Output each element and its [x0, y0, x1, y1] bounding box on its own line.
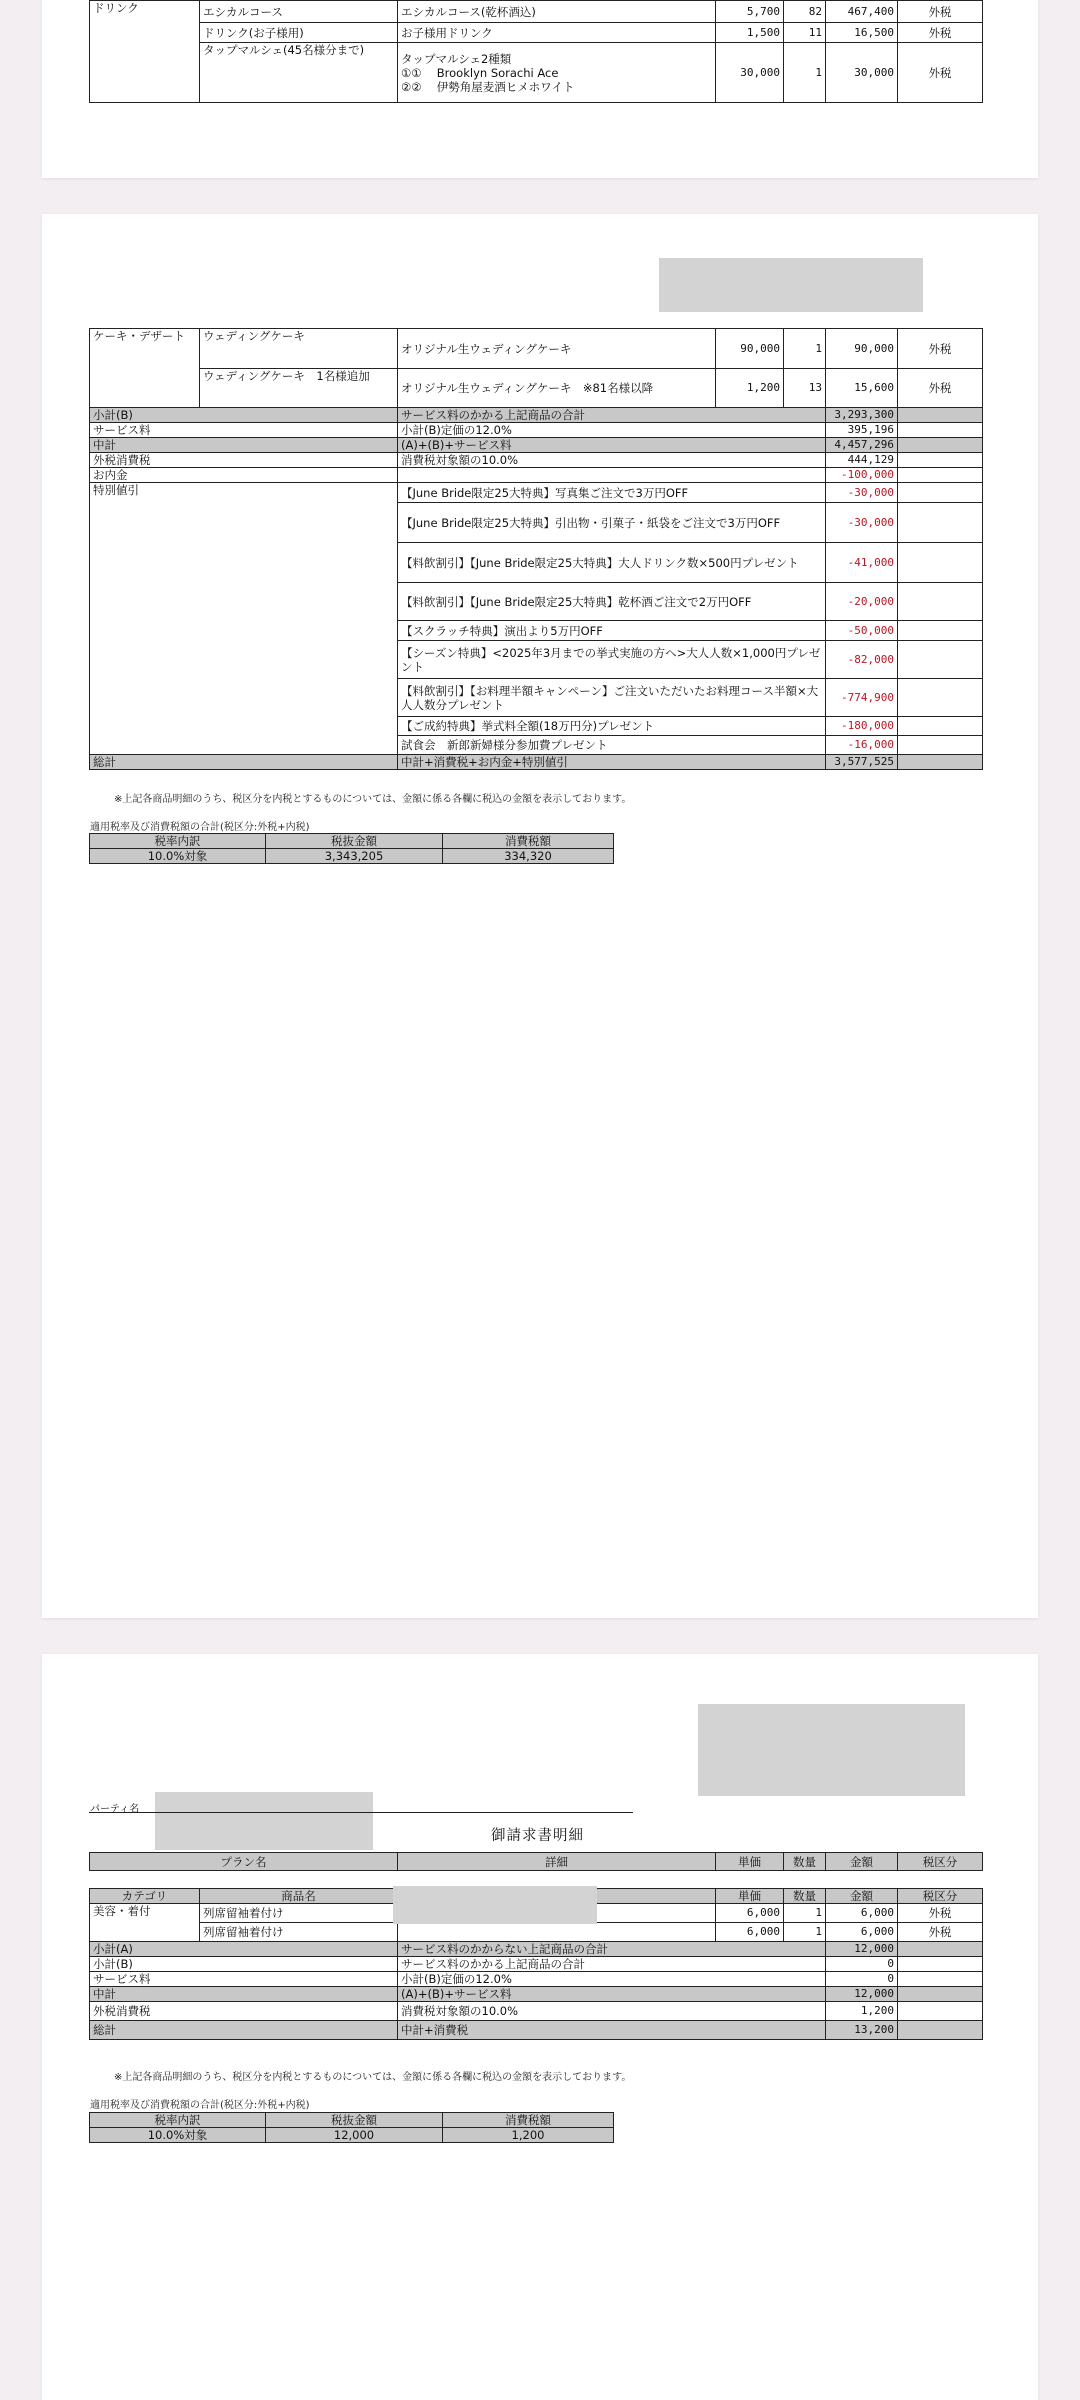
tax-rate-cell: 10.0%対象 [90, 2128, 266, 2143]
tax-type-cell: 外税 [898, 1, 983, 23]
column-header: 税区分 [898, 1889, 983, 1904]
discount-detail: 試食会 新郎新婦様分参加費プレゼント [398, 736, 826, 755]
summary-label: 総計 [90, 2021, 398, 2040]
pre-tax-amount-cell: 3,343,205 [266, 849, 443, 864]
invoice-page-1 [42, 0, 1038, 178]
table-row [90, 329, 983, 369]
tax-caption: 適用税率及び消費税額の合計(税区分:外税+内税) [90, 822, 310, 833]
table-row [90, 1, 983, 23]
discount-amount: -41,000 [826, 543, 898, 583]
summary-label: 中計 [90, 438, 398, 453]
column-header: プラン名 [90, 1853, 398, 1871]
grand-total-row [90, 2021, 983, 2040]
page-title: 御請求書明細 [491, 1828, 584, 1844]
detail-cell [398, 43, 716, 103]
summary-amount: 1,200 [826, 2002, 898, 2021]
amount-cell: 6,000 [826, 1904, 898, 1923]
discount-amount: -16,000 [826, 736, 898, 755]
tax-note: ※上記各商品明細のうち、税区分を内税とするものについては、金額に係る各欄に税込の金額を表示しております。 [114, 2072, 632, 2083]
drink-table [89, 0, 983, 103]
amount-cell: 90,000 [826, 329, 898, 369]
discount-detail: 【料飲割引】【June Bride限定25大特典】乾杯酒ご注文で2万円OFF [398, 583, 826, 621]
product-cell: 列席留袖着付け [200, 1904, 398, 1923]
discount-row [90, 483, 983, 503]
column-header: 税区分 [898, 1853, 983, 1871]
tax-type-cell: 外税 [898, 23, 983, 43]
column-header: 詳細 [398, 1853, 716, 1871]
amount-cell: 6,000 [826, 1923, 898, 1942]
discount-detail: 【シーズン特典】<2025年3月までの挙式実施の方へ>大人人数×1,000円プレゼント [398, 641, 826, 679]
grand-total-row [90, 755, 983, 770]
detail-cell: オリジナル生ウェディングケーキ ※81名様以降 [398, 369, 716, 408]
midtotal-row [90, 438, 983, 453]
column-header: 金額 [826, 1853, 898, 1871]
tax-amount-cell: 334,320 [443, 849, 614, 864]
summary-amount: 395,196 [826, 423, 898, 438]
summary-detail: 消費税対象額の10.0% [398, 453, 826, 468]
product-cell: 列席留袖着付け [200, 1923, 398, 1942]
discount-label: 特別値引 [90, 483, 398, 755]
tax-note: ※上記各商品明細のうち、税区分を内税とするものについては、金額に係る各欄に税込の金額を表示しております。 [114, 794, 632, 805]
service-fee-row [90, 1972, 983, 1987]
discount-amount: -50,000 [826, 621, 898, 641]
subtotal-b-row [90, 1957, 983, 1972]
summary-detail: (A)+(B)+サービス料 [398, 1987, 826, 2002]
plan-cell: ウェディングケーキ [200, 329, 398, 369]
summary-label: 外税消費税 [90, 453, 398, 468]
summary-detail: サービス料のかかる上記商品の合計 [398, 1957, 826, 1972]
column-header: 税率内訳 [90, 834, 266, 849]
table-row [90, 369, 983, 408]
invoice-page-2 [42, 214, 1038, 1618]
unit-price-cell: 1,500 [716, 23, 784, 43]
summary-amount: 4,457,296 [826, 438, 898, 453]
summary-label: 小計(B) [90, 408, 398, 423]
discount-amount: -180,000 [826, 717, 898, 736]
detail-line: ②② 伊勢角屋麦酒ヒメホワイト [401, 79, 575, 94]
tax-breakdown-table [89, 2112, 614, 2143]
summary-label: 小計(A) [90, 1942, 398, 1957]
consumption-tax-row [90, 453, 983, 468]
party-name-label: パーティ名 [90, 1804, 140, 1815]
column-header: 税率内訳 [90, 2113, 266, 2128]
column-header: 商品名 [200, 1889, 398, 1904]
summary-amount: -100,000 [826, 468, 898, 483]
deposit-row [90, 468, 983, 483]
service-fee-row [90, 423, 983, 438]
qty-cell: 1 [784, 329, 826, 369]
subtotal-b-row [90, 408, 983, 423]
summary-label: 中計 [90, 1987, 398, 2002]
qty-cell: 1 [784, 1923, 826, 1942]
summary-detail: 消費税対象額の10.0% [398, 2002, 826, 2021]
tax-type-cell: 外税 [898, 1904, 983, 1923]
qty-cell: 13 [784, 369, 826, 408]
redacted-block [698, 1704, 965, 1796]
column-header: 金額 [826, 1889, 898, 1904]
summary-amount: 3,577,525 [826, 755, 898, 770]
plan-cell: タップマルシェ(45名様分まで) [200, 43, 398, 103]
table-header-row [90, 1853, 983, 1871]
discount-detail: 【料飲割引】【June Bride限定25大特典】大人ドリンク数×500円プレゼント [398, 543, 826, 583]
summary-amount: 13,200 [826, 2021, 898, 2040]
column-header: 単価 [716, 1853, 784, 1871]
table-row [90, 1923, 983, 1942]
summary-label: サービス料 [90, 423, 398, 438]
unit-price-cell: 90,000 [716, 329, 784, 369]
summary-label: 外税消費税 [90, 2002, 398, 2021]
discount-detail: 【June Bride限定25大特典】写真集ご注文で3万円OFF [398, 483, 826, 503]
tax-type-cell: 外税 [898, 1923, 983, 1942]
pre-tax-amount-cell: 12,000 [266, 2128, 443, 2143]
amount-cell: 15,600 [826, 369, 898, 408]
unit-price-cell: 6,000 [716, 1904, 784, 1923]
tax-breakdown-table [89, 833, 614, 864]
tax-type-cell: 外税 [898, 43, 983, 103]
amount-cell: 467,400 [826, 1, 898, 23]
midtotal-row [90, 1987, 983, 2002]
tax-rate-cell: 10.0%対象 [90, 849, 266, 864]
detail-cell: お子様用ドリンク [398, 23, 716, 43]
discount-detail: 【スクラッチ特典】演出より5万円OFF [398, 621, 826, 641]
summary-detail: 中計+消費税 [398, 2021, 826, 2040]
summary-amount: 12,000 [826, 1987, 898, 2002]
table-row [90, 849, 614, 864]
column-header: カテゴリ [90, 1889, 200, 1904]
column-header: 税抜金額 [266, 2113, 443, 2128]
underline [89, 1812, 633, 1813]
tax-amount-cell: 1,200 [443, 2128, 614, 2143]
summary-amount: 12,000 [826, 1942, 898, 1957]
discount-amount: -30,000 [826, 503, 898, 543]
table-row [90, 43, 983, 103]
redacted-block [659, 258, 923, 312]
qty-cell: 11 [784, 23, 826, 43]
table-header-row [90, 834, 614, 849]
summary-amount: 3,293,300 [826, 408, 898, 423]
summary-detail: (A)+(B)+サービス料 [398, 438, 826, 453]
summary-detail: 中計+消費税+お内金+特別値引 [398, 755, 826, 770]
summary-amount: 0 [826, 1957, 898, 1972]
summary-label: お内金 [90, 468, 398, 483]
plan-cell: ドリンク(お子様用) [200, 23, 398, 43]
tax-type-cell: 外税 [898, 369, 983, 408]
discount-amount: -20,000 [826, 583, 898, 621]
column-header: 数量 [784, 1853, 826, 1871]
table-row [90, 2128, 614, 2143]
header-table [89, 1852, 983, 1871]
summary-amount: 0 [826, 1972, 898, 1987]
detail-line: タップマルシェ2種類 [401, 51, 512, 66]
discount-amount: -82,000 [826, 641, 898, 679]
summary-label: 総計 [90, 755, 398, 770]
qty-cell: 1 [784, 43, 826, 103]
detail-cell: オリジナル生ウェディングケーキ [398, 329, 716, 369]
table-header-row [90, 2113, 614, 2128]
summary-detail: サービス料のかからない上記商品の合計 [398, 1942, 826, 1957]
unit-price-cell: 30,000 [716, 43, 784, 103]
table-row [90, 23, 983, 43]
discount-detail: 【June Bride限定25大特典】引出物・引菓子・紙袋をご注文で3万円OFF [398, 503, 826, 543]
plan-cell: エシカルコース [200, 1, 398, 23]
tax-type-cell: 外税 [898, 329, 983, 369]
plan-cell: ウェディングケーキ 1名様追加 [200, 369, 398, 408]
column-header: 税抜金額 [266, 834, 443, 849]
redacted-party-name [155, 1792, 373, 1850]
qty-cell: 1 [784, 1904, 826, 1923]
summary-label: サービス料 [90, 1972, 398, 1987]
discount-detail: 【ご成約特典】挙式料全額(18万円分)プレゼント [398, 717, 826, 736]
discount-amount: -774,900 [826, 679, 898, 717]
unit-price-cell: 5,700 [716, 1, 784, 23]
column-header: 消費税額 [443, 2113, 614, 2128]
column-header: 消費税額 [443, 834, 614, 849]
amount-cell: 16,500 [826, 23, 898, 43]
column-header: 単価 [716, 1889, 784, 1904]
summary-detail: 小計(B)定価の12.0% [398, 1972, 826, 1987]
cake-summary-table [89, 328, 983, 770]
discount-amount: -30,000 [826, 483, 898, 503]
amount-cell: 30,000 [826, 43, 898, 103]
category-cell: ドリンク [90, 1, 200, 103]
tax-caption: 適用税率及び消費税額の合計(税区分:外税+内税) [90, 2100, 310, 2111]
qty-cell: 82 [784, 1, 826, 23]
category-cell: 美容・着付 [90, 1904, 200, 1942]
summary-amount: 444,129 [826, 453, 898, 468]
unit-price-cell: 6,000 [716, 1923, 784, 1942]
summary-label: 小計(B) [90, 1957, 398, 1972]
summary-detail [398, 468, 826, 483]
invoice-page-3 [42, 1654, 1038, 2400]
unit-price-cell: 1,200 [716, 369, 784, 408]
category-cell: ケーキ・デザート [90, 329, 200, 408]
subtotal-a-row [90, 1942, 983, 1957]
discount-detail: 【料飲割引】【お料理半額キャンペーン】ご注文いただいたお料理コース半額×大人人数分プレゼント [398, 679, 826, 717]
column-header: 数量 [784, 1889, 826, 1904]
detail-cell: エシカルコース(乾杯酒込) [398, 1, 716, 23]
detail-cell [398, 1923, 716, 1942]
detail-line: ①① Brooklyn Sorachi Ace [401, 65, 559, 80]
summary-detail: サービス料のかかる上記商品の合計 [398, 408, 826, 423]
consumption-tax-row [90, 2002, 983, 2021]
redacted-detail [393, 1886, 597, 1924]
summary-detail: 小計(B)定価の12.0% [398, 423, 826, 438]
